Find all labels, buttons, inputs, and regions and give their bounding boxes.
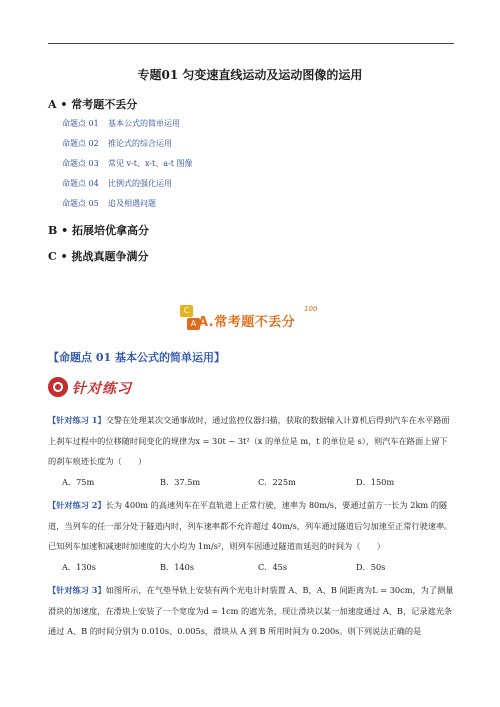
toc-item-text: 基本公式的简单运用 (108, 119, 180, 128)
practice-logo (48, 375, 168, 401)
option-b: B．140s (160, 562, 195, 572)
section-c-heading: C • 挑战真题争满分 (48, 250, 149, 263)
question-text: 如图所示，在气垫导轨上安装有两个光电计时装置 A、B，A、B 间距离为L = 30cm，为了测量滑块的加速度，在滑块上安装了一个宽度为d = 1cm 的遮光条，现让滑块以某一加速度通过 A、B，记录遮光条通过 A、B 的时间分别为 0.010s、0.005s，滑块从 A 到 B 所用时间为 0.200s。则下列说法正确的是 (48, 585, 454, 636)
question-1 (48, 410, 454, 472)
banner-badge: 100 (304, 305, 318, 313)
toc-item-text: 比例式的强化运用 (108, 179, 172, 188)
option-d: D．50s (356, 562, 386, 572)
banner-c-tag: C (180, 305, 193, 317)
header-rule (48, 43, 454, 44)
option-c: C．45s (258, 562, 288, 572)
option-a: A．130s (62, 562, 96, 572)
question-text: 长为 400m 的高速列车在平直轨道上正常行驶，速率为 80m/s，要通过前方一长为 2km 的隧道，当列车的任一部分处于隧道内时，列车速率都不允许超过 40m/s，列车通过隧道后匀加速至正常行驶速率。已知列车加速和减速时加速度的大小均为 1m/s²，则列车因通过隧道而延迟的时间为（ ） (48, 500, 453, 551)
toc-item-3[interactable] (62, 158, 193, 169)
toc-item-text: 追及相遇问题 (108, 199, 156, 208)
page-title: 专题01 匀变速直线运动及运动图像的运用 (137, 68, 363, 82)
question-label: 【针对练习 3】 (48, 585, 106, 595)
toc-item-2[interactable] (62, 138, 172, 149)
option-c: C．225m (258, 477, 296, 487)
question-text: 交警在处理某次交通事故时，通过监控仪器扫描，获取的数据输入计算机后得到汽车在水平路面上刹车过程中的位移随时间变化的规律为x = 30t − 3t²（x 的单位是 m，t 的单位是 s），则汽车在路面上留下的刹车痕迹长度为（ ） (48, 415, 450, 466)
toc-item-number: 命题点 05 (62, 199, 99, 208)
toc-item-1[interactable] (62, 118, 180, 129)
question-3 (48, 580, 454, 642)
target-icon (48, 377, 68, 397)
question-2 (48, 495, 454, 557)
option-d: D．150m (356, 477, 395, 487)
toc-item-text: 常见 v-t、x-t、a-t 图像 (108, 159, 193, 168)
section-a-heading: A • 常考题不丢分 (48, 98, 138, 111)
question-label: 【针对练习 1】 (48, 415, 106, 425)
toc-item-number: 命题点 01 (62, 119, 99, 128)
toc-item-number: 命题点 03 (62, 159, 99, 168)
option-a: A．75m (62, 477, 95, 487)
banner-a-tag: A (187, 318, 200, 330)
subsection-heading: 【命题点 01 基本公式的简单运用】 (48, 351, 225, 364)
toc-item-4[interactable] (62, 178, 172, 189)
toc-item-5[interactable] (62, 198, 156, 209)
toc-item-text: 推论式的综合运用 (108, 139, 172, 148)
section-b-heading: B • 拓展培优拿高分 (48, 224, 149, 237)
question-label: 【针对练习 2】 (48, 500, 106, 510)
banner-text: A.常考题不丢分 (198, 315, 296, 330)
section-banner (180, 305, 322, 333)
option-b: B．37.5m (160, 477, 201, 487)
toc-item-number: 命题点 02 (62, 139, 99, 148)
practice-logo-text: 针对练习 (72, 381, 132, 397)
toc-item-number: 命题点 04 (62, 179, 99, 188)
